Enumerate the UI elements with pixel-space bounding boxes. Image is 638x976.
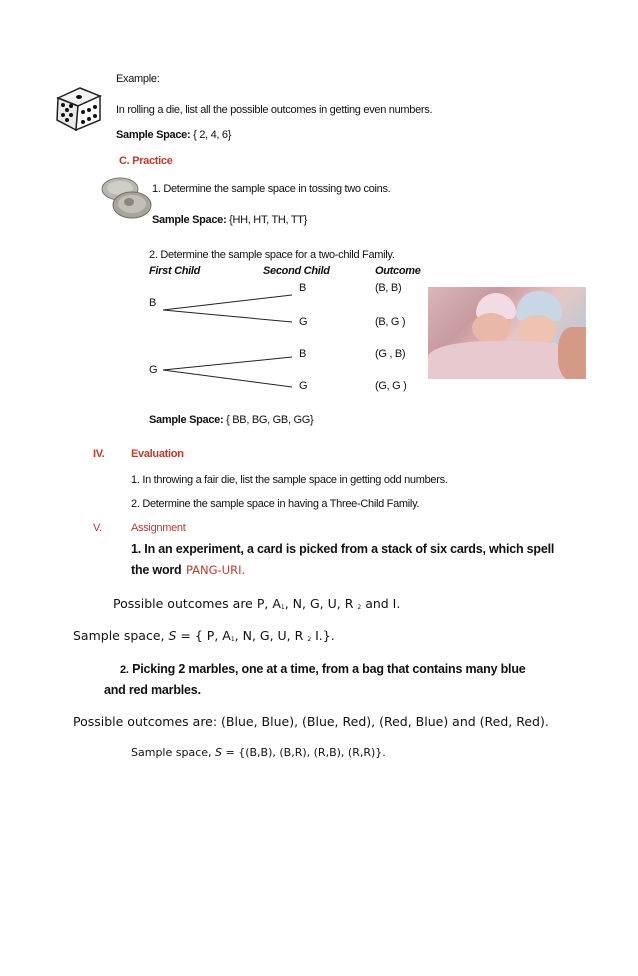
coins-icon [98, 175, 154, 221]
assignment-problem-2-line-2: and red marbles. [104, 683, 201, 697]
sample-space-value: { BB, BG, GB, GG} [226, 414, 314, 426]
tree-branch-bb [163, 295, 292, 310]
sample-space-label: Sample Space: [152, 214, 227, 226]
sample-space-value: {HH, HT, TH, TT} [229, 214, 308, 226]
assignment-problem-1-line-1: 1. In an experiment, a card is picked from a stack of six cards, which spell [131, 542, 555, 556]
col-second-child: Second Child [263, 265, 330, 277]
practice-q1-sample-space [152, 214, 307, 226]
practice-q2-sample-space [149, 414, 313, 426]
possible-outcomes-1: Possible outcomes are P, $A_1$, N, G, U, R $_2$ and I. [113, 596, 401, 611]
tree-outcome-2: (B, G ) [375, 316, 406, 328]
sample-space-1: Sample space, S = { P, $A_1$, N, G, U, R $_2$ I.}. [73, 628, 335, 643]
sample-space-label: Sample Space: [149, 414, 224, 426]
tree-branch-bg [163, 310, 292, 322]
sample-space-value: { 2, 4, 6} [193, 129, 232, 141]
assignment-problem-1-line-2: the word PANG-URI. [131, 563, 246, 577]
example-sample-space [116, 129, 231, 141]
col-first-child: First Child [149, 265, 201, 277]
pang-uri-word: PANG-URI. [185, 563, 246, 577]
tree-outcome-4: (G, G ) [375, 380, 407, 392]
die-icon [54, 84, 104, 132]
tree-second-3: B [299, 348, 307, 360]
evaluation-item-1: 1. In throwing a fair die, list the sample space in getting odd numbers. [131, 474, 448, 486]
tree-branch-gb [163, 357, 292, 370]
assignment-heading: Assignment [131, 522, 186, 534]
evaluation-heading: Evaluation [131, 448, 184, 460]
evaluation-numeral: IV. [93, 448, 105, 460]
practice-question-2: 2. Determine the sample space for a two-child Family. [149, 249, 395, 261]
tree-outcome-3: (G , B) [375, 348, 406, 360]
first-child-b: B [149, 297, 157, 309]
first-child-g: G [149, 364, 158, 376]
example-question: In rolling a die, list all the possible outcomes in getting even numbers. [116, 104, 433, 116]
assignment-problem-2-line-1: 2. Picking 2 marbles, one at a time, from a bag that contains many blue [120, 662, 526, 676]
evaluation-item-2: 2. Determine the sample space in having a Three-Child Family. [131, 498, 420, 510]
assignment-numeral: V. [93, 522, 102, 534]
practice-question-1: 1. Determine the sample space in tossing two coins. [152, 183, 391, 195]
col-outcome: Outcome [375, 265, 421, 277]
sample-space-label: Sample Space: [116, 129, 191, 141]
tree-second-4: G [299, 380, 308, 392]
tree-second-1: B [299, 282, 307, 294]
example-heading: Example: [116, 73, 160, 85]
tree-branch-gg [163, 370, 292, 387]
practice-heading: C. Practice [119, 155, 173, 167]
sample-space-2: Sample space, S = {(B,B), (B,R), (R,B), (R,R)}. [131, 746, 386, 759]
twin-babies-photo [428, 287, 586, 379]
tree-second-2: G [299, 316, 308, 328]
tree-outcome-1: (B, B) [375, 282, 402, 294]
possible-outcomes-2: Possible outcomes are: (Blue, Blue), (Blue, Red), (Red, Blue) and (Red, Red). [73, 714, 549, 729]
